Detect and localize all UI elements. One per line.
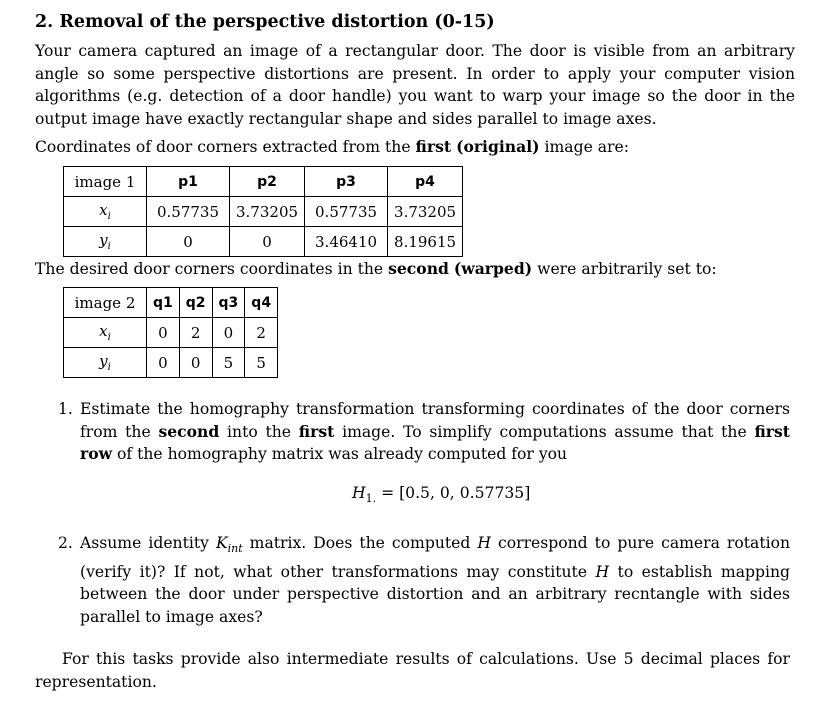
table-row <box>64 348 278 378</box>
coords-line: Coordinates of door corners extracted from the first (original) image are: <box>35 137 629 156</box>
intro-paragraph: Your camera captured an image of a rectangular door. The door is visible from an arbitrary angle so some perspective distortions are present. In order to apply your computer vision algorithms (e.g. detection of a door handle) you want to warp your image so the door in the output image have exactly rectangular shape and sides parallel to image axes. <box>35 42 795 128</box>
table-row <box>64 167 463 197</box>
table2-col-q2: q2 <box>179 288 212 318</box>
table1-col-p4: p4 <box>388 167 463 197</box>
homography-first-row-equation: $H_{1.} = [0.5$, 0, 0.57735] <box>352 484 531 506</box>
table1-cell: 3.73205 <box>388 197 463 227</box>
desired-line: The desired door corners coordinates in the second (warped) were arbitrarily set to: <box>35 259 717 278</box>
task-number: 2. <box>58 534 73 552</box>
table2-col-q1: q1 <box>147 288 180 318</box>
coords-line-text: Coordinates of door corners extracted from the <box>35 138 416 156</box>
table2-cell: 0 <box>147 348 180 378</box>
table2-row-label-x: $x_i$ <box>64 318 147 348</box>
table2-cell: 5 <box>245 348 278 378</box>
coords-line-first: first <box>415 137 452 156</box>
desired-line-warped: (warped) <box>453 259 533 278</box>
table2-col-q4: q4 <box>245 288 278 318</box>
table1-cell: 3.73205 <box>230 197 305 227</box>
section-heading: 2. Removal of the perspective distortion (0-15) <box>35 12 495 32</box>
table-row <box>64 197 463 227</box>
table2-title: image 2 <box>64 288 147 318</box>
table1-col-p2: p2 <box>230 167 305 197</box>
task-text: Assume identity $K_{int}$ matrix. Does the computed H correspond to pure camera rotation (verify it)? If not, what other transformations may constitute H to establish mapping between the door under perspective distortion and an arbitrary recntangle with sides parallel to image axes? <box>80 534 790 626</box>
table2-cell: 0 <box>212 318 245 348</box>
table1-cell: 0 <box>147 227 230 257</box>
task-number: 1. <box>58 400 73 418</box>
footer-note: For this tasks provide also intermediate results of calculations. Use 5 decimal places for representation. <box>35 650 790 691</box>
table-row <box>64 288 278 318</box>
table2-cell: 0 <box>147 318 180 348</box>
image1-coordinates-table <box>63 166 463 257</box>
table1-row-label-x: $x_i$ <box>64 197 147 227</box>
table1-col-p3: p3 <box>305 167 388 197</box>
table2-cell: 2 <box>179 318 212 348</box>
desired-line-second: second <box>388 259 449 278</box>
table1-cell: 0.57735 <box>147 197 230 227</box>
table1-col-p1: p1 <box>147 167 230 197</box>
task-text: Estimate the homography transformation transforming coordinates of the door corners from the second into the first image. To simplify computations assume that the first row of the homography matrix was already computed for you <box>80 400 790 463</box>
table2-col-q3: q3 <box>212 288 245 318</box>
task-item-2 <box>58 532 790 628</box>
table1-cell: 8.19615 <box>388 227 463 257</box>
table2-row-label-y: $y_i$ <box>64 348 147 378</box>
table-row <box>64 227 463 257</box>
table1-title: image 1 <box>64 167 147 197</box>
table-row <box>64 318 278 348</box>
table2-cell: 2 <box>245 318 278 348</box>
table2-cell: 0 <box>179 348 212 378</box>
table1-row-label-y: $y_i$ <box>64 227 147 257</box>
coords-line-original: (original) <box>456 137 540 156</box>
task-item-1 <box>58 398 790 466</box>
table1-cell: 3.46410 <box>305 227 388 257</box>
table1-cell: 0.57735 <box>305 197 388 227</box>
image2-coordinates-table <box>63 287 278 378</box>
table2-cell: 5 <box>212 348 245 378</box>
table1-cell: 0 <box>230 227 305 257</box>
desired-line-text: The desired door corners coordinates in the <box>35 260 389 278</box>
